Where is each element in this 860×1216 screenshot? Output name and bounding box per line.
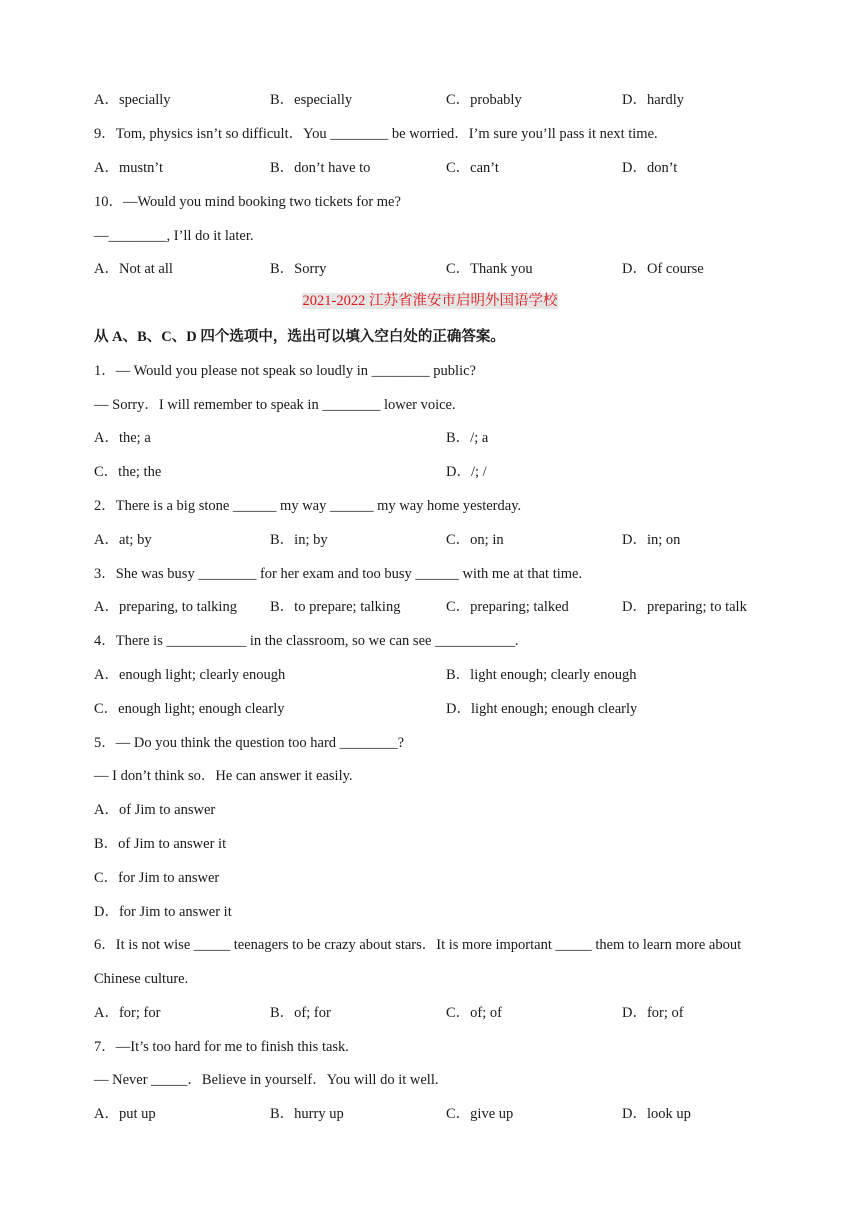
q10-options [94, 259, 794, 279]
q4-options-row1 [94, 665, 794, 685]
q7-text: 7．—It’s too hard for me to finish this task. [94, 1039, 349, 1055]
q6-option-b: B．of; for [270, 1005, 331, 1021]
q8-option-a: A．specially [94, 92, 171, 108]
section-title-text: 2021-2022 江苏省淮安市启明外国语学校 [302, 293, 558, 309]
q5-option-a: A．of Jim to answer [94, 802, 216, 818]
q1-options-row1 [94, 428, 794, 448]
q3-option-d: D．preparing; to talk [622, 599, 747, 615]
q1-reply: — Sorry．I will remember to speak in ________ lower voice. [94, 397, 456, 413]
q6-option-c: C．of; of [446, 1005, 502, 1021]
section-instruction: 从 A、B、C、D 四个选项中，选出可以填入空白处的正确答案。 [94, 329, 505, 345]
q4-text: 4．There is ___________ in the classroom, so we can see ___________. [94, 633, 519, 649]
q7-option-c: C．give up [446, 1106, 514, 1122]
q1-options-row2 [94, 462, 794, 482]
q3-option-b: B．to prepare; talking [270, 599, 401, 615]
q8-option-d: D．hardly [622, 92, 685, 108]
q9-options [94, 158, 794, 178]
q6-options [94, 1003, 794, 1023]
q2-options [94, 530, 794, 550]
q10-option-c: C．Thank you [446, 261, 533, 277]
q8-options [94, 90, 794, 110]
q6-text-continued: Chinese culture. [94, 971, 189, 987]
q7-reply: — Never _____．Believe in yourself．You will do it well. [94, 1072, 439, 1088]
q6-option-d: D．for; of [622, 1005, 684, 1021]
q1-option-b: B．/; a [446, 430, 489, 446]
q2-option-d: D．in; on [622, 532, 681, 548]
q5-text: 5．— Do you think the question too hard ________? [94, 735, 405, 751]
q1-option-a: A．the; a [94, 430, 151, 446]
q1-option-c: C．the; the [94, 464, 162, 480]
q9-option-c: C．can’t [446, 160, 499, 176]
q8-option-c: C．probably [446, 92, 522, 108]
q10-option-d: D．Of course [622, 261, 704, 277]
q1-text: 1．— Would you please not speak so loudly in ________ public? [94, 363, 476, 379]
q2-text: 2．There is a big stone ______ my way ______ my way home yesterday. [94, 498, 522, 514]
q7-option-a: A．put up [94, 1106, 156, 1122]
q9-text: 9．Tom, physics isn’t so difficult．You ________ be worried．I’m sure you’ll pass it next time. [94, 126, 658, 142]
q1-option-d: D．/; / [446, 464, 487, 480]
q3-text: 3．She was busy ________ for her exam and too busy ______ with me at that time. [94, 566, 583, 582]
q4-option-c: C．enough light; enough clearly [94, 701, 285, 717]
q7-option-b: B．hurry up [270, 1106, 344, 1122]
q5-option-d: D．for Jim to answer it [94, 904, 232, 920]
q5-reply: — I don’t think so．He can answer it easily. [94, 768, 353, 784]
q7-options [94, 1104, 794, 1124]
q9-option-a: A．mustn’t [94, 160, 164, 176]
q9-option-d: D．don’t [622, 160, 678, 176]
q10-reply: —________, I’ll do it later. [94, 228, 254, 244]
q4-option-b: B．light enough; clearly enough [446, 667, 637, 683]
q10-option-b: B．Sorry [270, 261, 327, 277]
q2-option-c: C．on; in [446, 532, 504, 548]
q2-option-b: B．in; by [270, 532, 328, 548]
q8-option-b: B．especially [270, 92, 353, 108]
q4-options-row2 [94, 699, 794, 719]
q3-option-a: A．preparing, to talking [94, 599, 237, 615]
q3-options [94, 597, 794, 617]
q10-text: 10．—Would you mind booking two tickets for me? [94, 194, 401, 210]
q7-option-d: D．look up [622, 1106, 691, 1122]
q2-option-a: A．at; by [94, 532, 152, 548]
q9-option-b: B．don’t have to [270, 160, 371, 176]
q6-text: 6．It is not wise _____ teenagers to be crazy about stars．It is more important _____ them to learn more about [94, 937, 742, 953]
q5-option-c: C．for Jim to answer [94, 870, 220, 886]
q10-option-a: A．Not at all [94, 261, 173, 277]
section-title [0, 291, 860, 311]
q4-option-a: A．enough light; clearly enough [94, 667, 286, 683]
q4-option-d: D．light enough; enough clearly [446, 701, 638, 717]
q6-option-a: A．for; for [94, 1005, 161, 1021]
q5-option-b: B．of Jim to answer it [94, 836, 227, 852]
q3-option-c: C．preparing; talked [446, 599, 569, 615]
